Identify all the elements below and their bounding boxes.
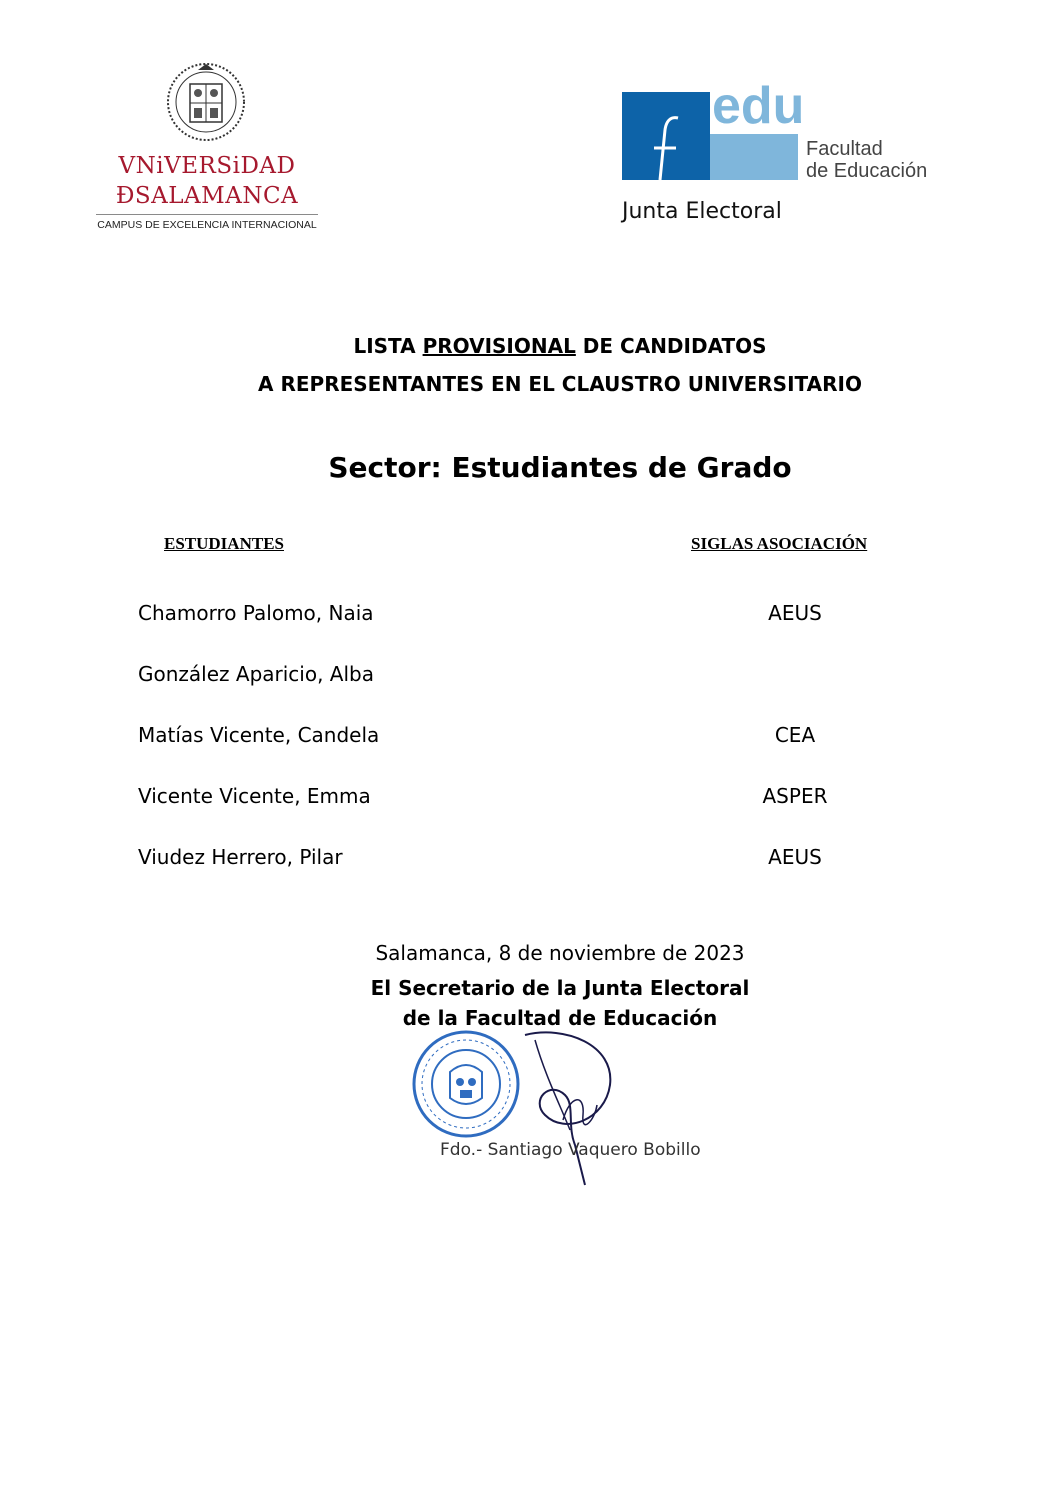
candidate-name: Chamorro Palomo, Naia	[138, 601, 374, 625]
faculty-f-icon	[648, 114, 688, 180]
document-title-line2: A REPRESENTANTES EN EL CLAUSTRO UNIVERSITARIO	[258, 372, 862, 396]
column-header-siglas: SIGLAS ASOCIACIÓN	[691, 534, 868, 553]
candidate-sigla: CEA	[774, 723, 816, 747]
candidate-sigla: AEUS	[768, 601, 822, 625]
faculty-name-line2: de Educación	[806, 160, 928, 182]
university-campus-tagline: CAMPUS DE EXCELENCIA INTERNACIONAL	[97, 219, 317, 231]
secretary-title-line2: de la Facultad de Educación	[402, 1006, 718, 1030]
candidate-sigla: ASPER	[762, 784, 828, 808]
candidate-name: Viudez Herrero, Pilar	[138, 845, 343, 869]
secretary-title-line1: El Secretario de la Junta Electoral	[370, 976, 750, 1000]
document-title-line1	[0, 334, 1058, 358]
university-name-line1: VNiVERSiDAD	[118, 153, 296, 179]
faculty-logo	[622, 77, 952, 182]
junta-electoral-label: Junta Electoral	[622, 199, 782, 224]
signatory-name: Fdo.- Santiago Vaquero Bobillo	[440, 1140, 701, 1160]
candidate-name: Vicente Vicente, Emma	[138, 784, 371, 808]
title-post: DE CANDIDATOS	[575, 334, 767, 358]
place-and-date: Salamanca, 8 de noviembre de 2023	[375, 941, 745, 965]
sector-heading: Sector: Estudiantes de Grado	[328, 451, 792, 484]
faculty-logo-word: edu	[712, 77, 805, 135]
university-crest-icon	[160, 60, 252, 142]
title-provisional: PROVISIONAL	[422, 334, 576, 358]
university-name-line2: ÐSALAMANCA	[115, 183, 299, 209]
column-header-students: ESTUDIANTES	[164, 534, 284, 553]
title-pre: LISTA	[353, 334, 423, 358]
candidate-name: Matías Vicente, Candela	[138, 723, 380, 747]
university-logo-divider	[96, 214, 318, 215]
candidate-sigla: AEUS	[768, 845, 822, 869]
faculty-name-line1: Facultad	[806, 138, 883, 160]
signature-icon	[505, 1025, 635, 1190]
candidate-name: González Aparicio, Alba	[138, 662, 374, 686]
